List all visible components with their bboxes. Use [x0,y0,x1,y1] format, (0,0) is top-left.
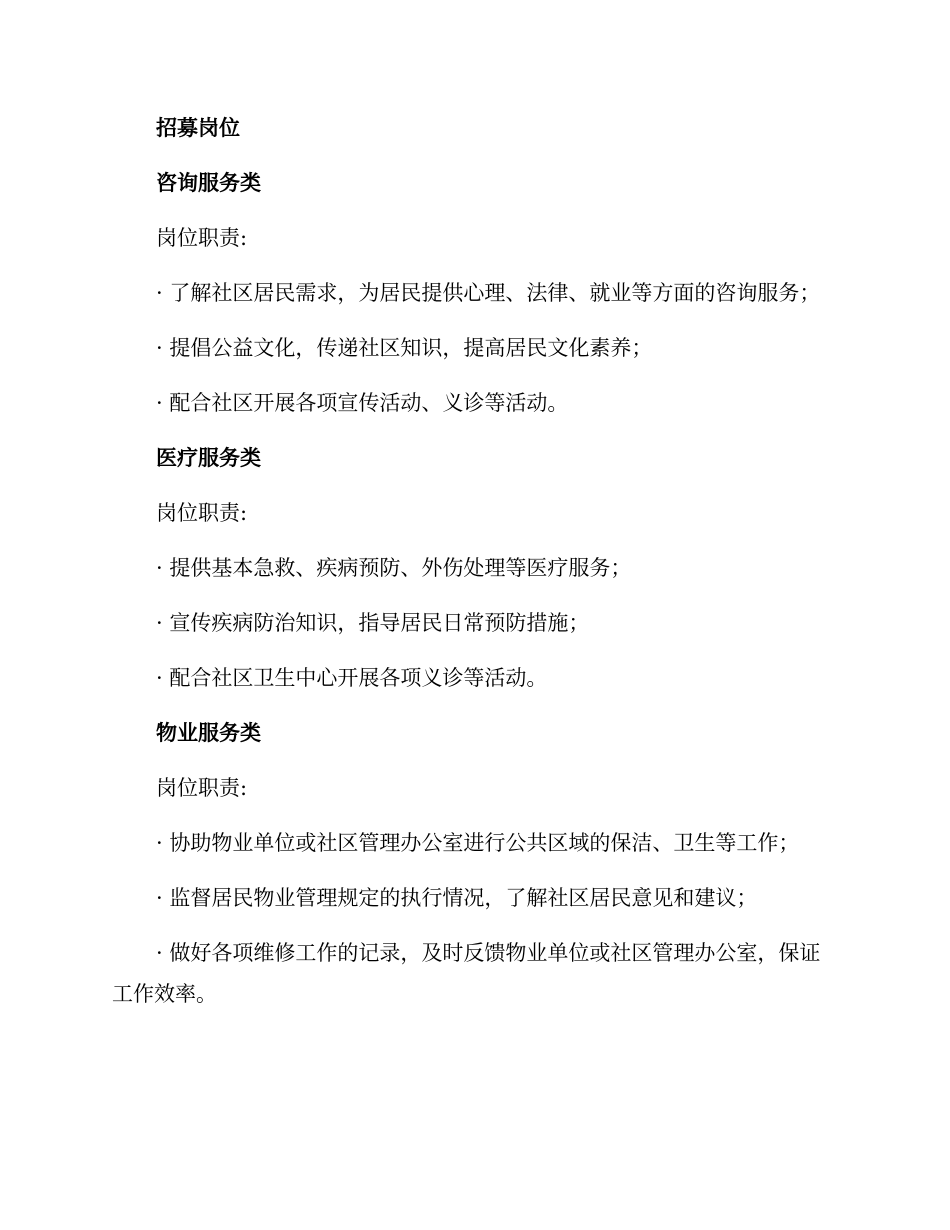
section-heading-medical: 医疗服务类 [156,446,261,470]
section-heading-property: 物业服务类 [156,721,261,745]
duty-item: · 了解社区居民需求，为居民提供心理、法律、就业等方面的咨询服务； [156,281,821,305]
document-body [112,108,824,1029]
duty-item: · 配合社区开展各项宣传活动、义诊等活动。 [156,391,569,415]
duty-item: · 宣传疾病防治知识，指导居民日常预防措施； [156,611,590,635]
duty-label: 岗位职责: [156,501,248,525]
duty-item: · 协助物业单位或社区管理办公室进行公共区域的保洁、卫生等工作； [156,831,800,855]
duty-label: 岗位职责: [156,776,248,800]
duty-label: 岗位职责: [156,226,248,250]
document-title: 招募岗位 [156,116,240,140]
duty-item: · 配合社区卫生中心开展各项义诊等活动。 [156,666,548,690]
duty-item: · 提倡公益文化，传递社区知识，提高居民文化素养； [156,336,653,360]
section-heading-consulting: 咨询服务类 [156,171,261,195]
duty-item: · 做好各项维修工作的记录，及时反馈物业单位或社区管理办公室，保证工作效率。 [112,941,821,1006]
duty-item: · 提供基本急救、疾病预防、外伤处理等医疗服务； [156,556,632,580]
duty-item: · 监督居民物业管理规定的执行情况，了解社区居民意见和建议； [156,886,758,910]
